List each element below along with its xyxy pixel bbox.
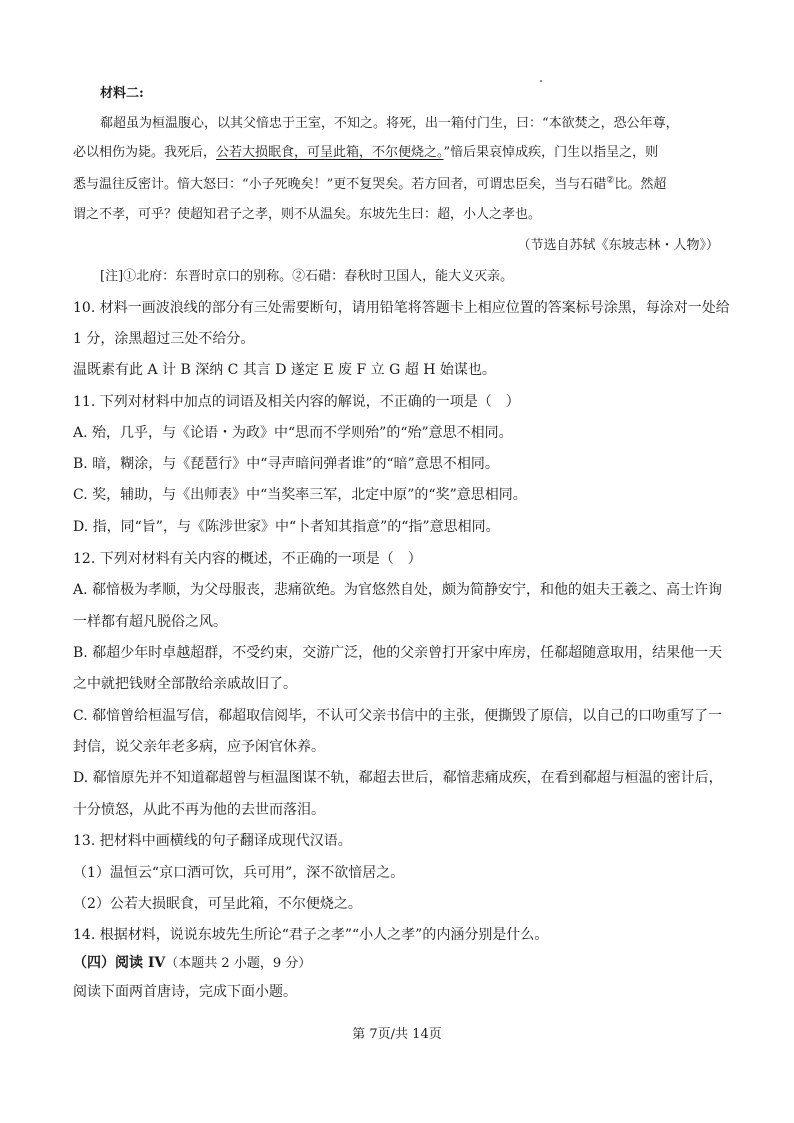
material-heading: 材料二: (100, 86, 144, 101)
section-4-heading (73, 953, 311, 974)
q11-option-a: A. 殆，几乎，与《论语・为政》中“思而不学则殆”的“殆”意思不相同。 (73, 425, 513, 441)
q11-stem: 11. 下列对材料中加点的词语及相关内容的解说，不正确的一项是（ ） (73, 394, 520, 410)
q12-option-d-1: D. 郗愔原先并不知道郗超曾与桓温图谋不轨，郗超去世后，郗愔悲痛成疾，在看到郗超与桓温的密计后， (73, 770, 723, 786)
q13-sentence-1: （1）温恒云“京口酒可饮，兵可用”，深不欲愔居之。 (73, 865, 405, 881)
material-line-1: 郗超虽为桓温腹心，以其父愔忠于王室，不知之。将死，出一箱付门生，曰：“本欲焚之，恐公年尊， (100, 116, 679, 131)
q12-option-d-2: 十分愤怒，从此不再为他的去世而落泪。 (73, 802, 325, 818)
q13-stem: 13. 把材料中画横线的句子翻译成现代汉语。 (73, 833, 352, 849)
q10-line-2: 1 分，涂黑超过三处不给分。 (73, 331, 255, 347)
q11-option-b: B. 暗，糊涂，与《琵琶行》中“寻声暗问弹者谁”的“暗”意思不相同。 (73, 456, 499, 472)
page-footer: 第 7页/共 14页 (352, 1027, 442, 1042)
q11-option-d: D. 指，同“旨”，与《陈涉世家》中“卜者知其指意”的“指”意思相同。 (73, 519, 500, 535)
q12-option-a-2: 一样都有超凡脱俗之风。 (73, 614, 227, 630)
q10-line-1: 10. 材料一画波浪线的部分有三处需要断句，请用铅笔将答题卡上相应位置的答案标号涂黑，每涂对一处给 (73, 300, 730, 316)
q14-stem: 14. 根据材料，说说东坡先生所论“君子之孝”“小人之孝”的内涵分别是什么。 (73, 927, 549, 943)
material-note: [注]①北府：东晋时京口的别称。②石碏：春秋时卫国人，能大义灭亲。 (100, 269, 514, 284)
q12-option-c-2: 封信，说父亲年老多病，应予闲官休养。 (73, 739, 325, 755)
section-4-meta: （本题共 2 小题，9 分） (165, 956, 312, 971)
section-4-intro: 阅读下面两首唐诗，完成下面小题。 (73, 984, 297, 1000)
q11-option-c: C. 奖，辅助，与《出师表》中“当奖率三军，北定中原”的“奖”意思相同。 (73, 487, 527, 503)
section-4-title: （四）阅读 IV (73, 955, 166, 971)
material-line-4: 谓之不孝，可乎？使超知君子之孝，则不从温矣。东坡先生曰：超，小人之孝也。 (73, 207, 542, 222)
stray-dot (540, 80, 542, 82)
q13-sentence-2: （2）公若大损眠食，可呈此箱，不尔便烧之。 (73, 896, 362, 912)
material-source: （节选自苏轼《东坡志林・人物》） (517, 238, 719, 253)
q12-option-b-2: 之中就把钱财全部散给亲戚故旧了。 (73, 676, 297, 692)
underlined-sentence: 公若大损眠食，可呈此箱，不尔便烧之。 (216, 145, 444, 160)
material-line-2: 必以相伤为毙。我死后，公若大损眠食，可呈此箱，不尔便烧之。”愔后果哀悼成疾，门生以指呈之，则 (73, 145, 659, 160)
footnote-marker: ② (606, 175, 615, 186)
q12-option-c-1: C. 郗愔曾给桓温写信，郗超取信阅毕，不认可父亲书信中的主张，便撕毁了原信，以自己的口吻重写了一 (73, 708, 723, 724)
q12-option-a-1: A. 郗愔极为孝顺，为父母服丧，悲痛欲绝。为官悠然自处，颇为简静安宁，和他的姐夫王羲之、高士许询 (73, 582, 723, 598)
q12-stem: 12. 下列对材料有关内容的概述，不正确的一项是（ ） (73, 551, 422, 567)
q10-line-3: 温既素有此 A 计 B 深纳 C 其言 D 遂定 E 废 F 立 G 超 H 始谋也。 (73, 362, 496, 378)
material-line-3: 悉与温往反密计。愔大怒曰：“小子死晚矣！”更不复哭矣。若方回者，可谓忠臣矣，当与石碏②比。然超 (73, 175, 667, 192)
q12-option-b-1: B. 郗超少年时卓越超群，不受约束，交游广泛，他的父亲曾打开家中库房，任郗超随意取用，结果他一天 (73, 645, 723, 661)
